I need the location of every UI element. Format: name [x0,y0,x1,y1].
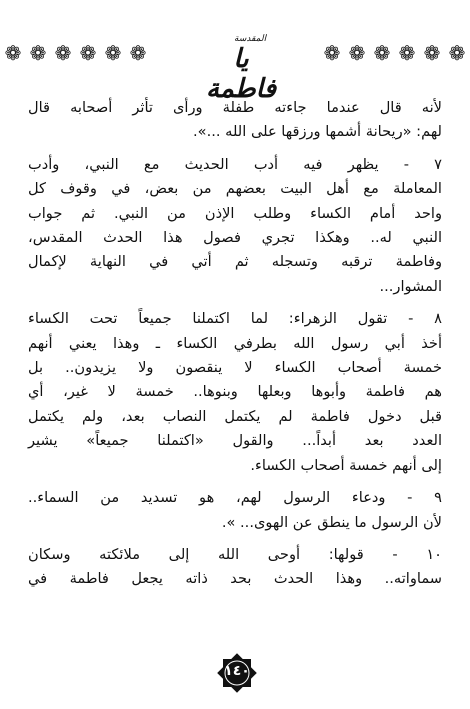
paragraph-10 [28,543,442,592]
text-line: ١٠ - قولها: أوحى الله إلى ملائكته وسكان [28,545,442,563]
text-line: النبي له.. وهكذا تجري فصول هذا الحدث المقدس، [28,229,442,247]
flower-ornament-icon: ❁ [373,41,391,65]
paragraph-9 [28,486,442,535]
text-line: خمسة أصحاب الكساء لا ينقصون ولا يزيدون.. بل [28,359,442,377]
ornament-row-right [321,42,468,66]
book-title-logo [196,34,286,104]
flower-ornament-icon: ❁ [398,41,416,65]
text-line: لأنه قال عندما جاءته طفلة ورأى تأثر أصحابه قال [28,99,442,116]
text-line: قبل دخول فاطمة لم يكتمل النصاب بعد، ولم يكتمل [28,407,442,425]
flower-ornament-icon: ❁ [348,41,366,65]
text-line: المشوار... [379,277,442,295]
text-line: ٧ - يظهر فيه أدب الحديث مع النبي، وأدب [28,155,442,173]
page-number: ١٤٠ [224,663,250,679]
page-header [0,30,470,104]
flower-ornament-icon: ❁ [129,41,147,65]
text-line: وفاطمة ترقبه وتسجله ثم أتي في النهاية لإكمال [28,253,442,271]
text-line: لأن الرسول ما ينطق عن الهوى... ». [221,513,442,531]
flower-ornament-icon: ❁ [104,41,122,65]
flower-ornament-icon: ❁ [79,41,97,65]
text-line: واحد أمام الكساء وطلب الإذن من النبي. ثم جواب [28,204,442,222]
text-line: العدد بعد أبداً... والقول «اكتملنا جميعاً» يشير [28,432,442,450]
flower-ornament-icon: ❁ [448,41,466,65]
text-line: سماواته.. وهذا الحدث بحد ذاته يجعل فاطمة في [28,570,442,588]
text-line: هم فاطمة وأبوها وبعلها وبنوها.. خمسة لا غير، أي [28,383,442,401]
title-main-text: يا فاطمة [205,44,276,104]
text-line: إلى أنهم خمسة أصحاب الكساء. [250,456,442,474]
paragraph-7 [28,153,442,299]
flower-ornament-icon: ❁ [54,41,72,65]
title-small-text: المقدسة [234,34,267,44]
paragraph-8 [28,307,442,478]
ornament-row-left [2,42,149,66]
text-line: المعاملة مع أهل البيت بعضهم من بعض، في وقوف كل [28,180,442,198]
flower-ornament-icon: ❁ [4,41,22,65]
flower-ornament-icon: ❁ [423,41,441,65]
text-line: ٨ - تقول الزهراء: لما اكتملنا جميعاً تحت الكساء [28,310,442,328]
page-body [28,96,442,600]
flower-ornament-icon: ❁ [29,41,47,65]
text-line: لهم: «ريحانة أشمها ورزقها على الله ...». [193,123,442,141]
text-line: أخذ أبي رسول الله بطرفي الكساء ـ وهذا يعني أنهم [28,334,442,352]
paragraph-1 [28,96,442,145]
flower-ornament-icon: ❁ [323,41,341,65]
page-number-badge [216,652,258,694]
text-line: ٩ - ودعاء الرسول لهم، هو تسديد من السماء.. [28,489,442,507]
